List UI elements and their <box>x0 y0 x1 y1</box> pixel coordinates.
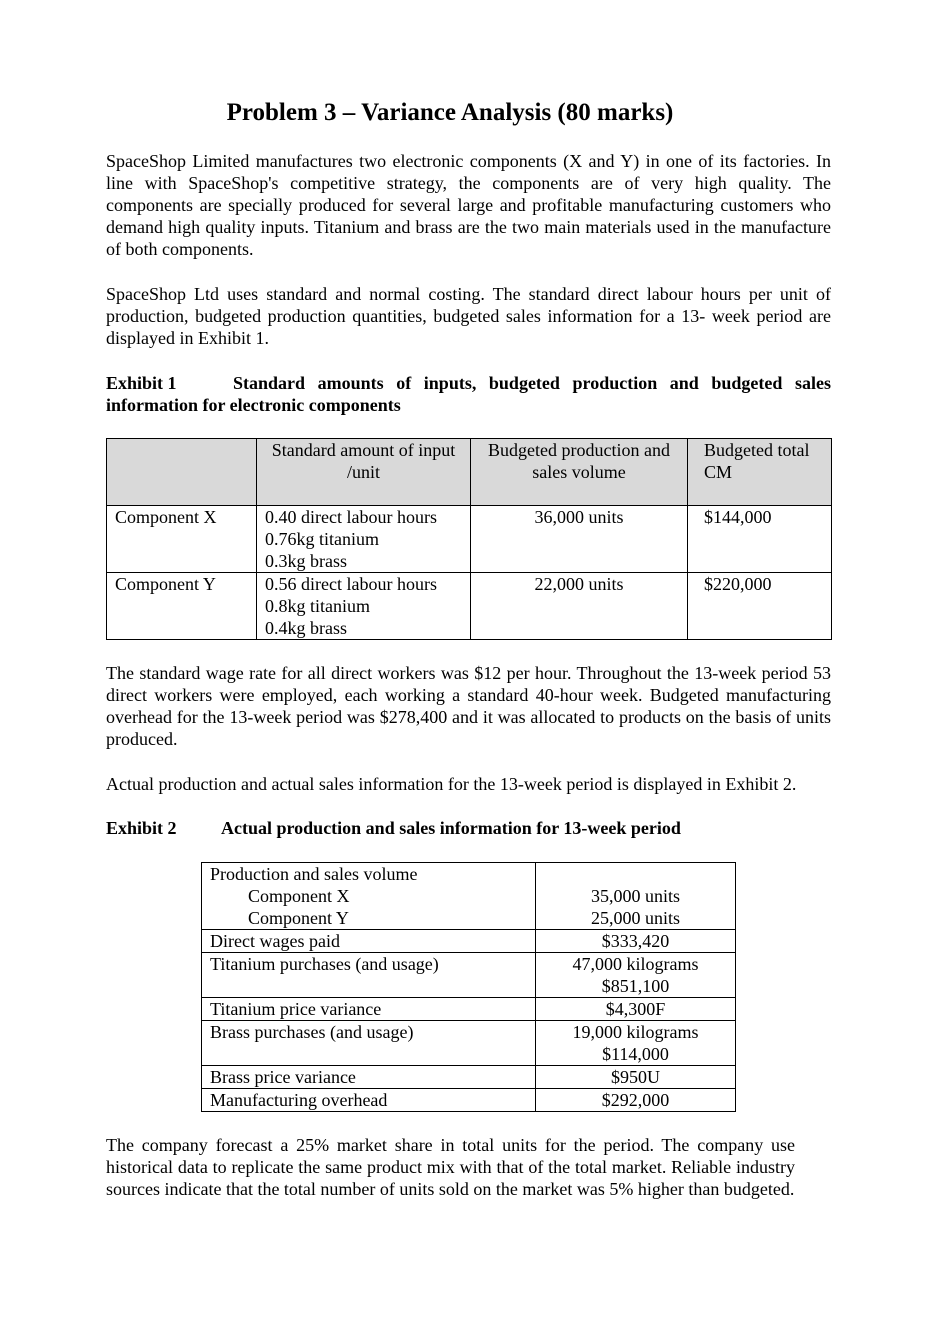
table-row <box>202 930 736 953</box>
label-cell <box>202 863 536 930</box>
value-cell: $4,300F <box>536 998 736 1021</box>
table-row <box>202 863 736 930</box>
table-row <box>202 1089 736 1112</box>
input-item: 0.56 direct labour hours <box>265 574 437 594</box>
header-cell: Budgeted production and sales volume <box>471 439 688 506</box>
cm-cell: $220,000 <box>688 573 832 640</box>
actual-paragraph: Actual production and actual sales information for the 13-week period is displayed in Exhibit 2. <box>106 774 797 794</box>
exhibit2-heading <box>106 817 831 839</box>
value-line: 19,000 kilograms <box>572 1022 699 1042</box>
exhibit2-title: Actual production and sales information for 13-week period <box>221 818 681 838</box>
cm-cell: $144,000 <box>688 506 832 573</box>
input-item: 0.76kg titanium <box>265 529 379 549</box>
exhibit1-label: Exhibit 1 <box>106 373 177 393</box>
component-y-label: Component Y <box>248 908 349 928</box>
header-cell: Standard amount of input /unit <box>257 439 471 506</box>
table-header-row <box>107 439 832 506</box>
input-item: 0.3kg brass <box>265 551 347 571</box>
table-row <box>202 953 736 998</box>
table-row <box>202 1021 736 1066</box>
exhibit2-label: Exhibit 2 <box>106 818 177 838</box>
value-line: 47,000 kilograms <box>572 954 699 974</box>
label-cell: Manufacturing overhead <box>202 1089 536 1112</box>
table-row <box>202 1066 736 1089</box>
component-x-value: 35,000 units <box>590 886 680 906</box>
table-row <box>107 573 832 640</box>
value-cell <box>536 863 736 930</box>
table-row <box>202 998 736 1021</box>
table-row <box>107 506 832 573</box>
label-cell: Brass purchases (and usage) <box>202 1021 536 1066</box>
header-cell <box>107 439 257 506</box>
component-x-label: Component X <box>248 886 350 906</box>
value-cell <box>536 1021 736 1066</box>
wage-paragraph: The standard wage rate for all direct workers was $12 per hour. Throughout the 13-week period 53 direct workers were employed, each working a standard 40-hour week. Budgeted manufacturing overhead for the 13-week period was $278,400 and it was allocated to products on the basis of units produced. <box>106 663 831 749</box>
volume-cell: 36,000 units <box>471 506 688 573</box>
volume-label: Production and sales volume <box>210 864 418 884</box>
value-line: $114,000 <box>602 1044 669 1064</box>
page-title: Problem 3 – Variance Analysis (80 marks) <box>226 99 674 126</box>
input-cell <box>257 573 471 640</box>
input-item: 0.40 direct labour hours <box>265 507 437 527</box>
label-cell: Direct wages paid <box>202 930 536 953</box>
exhibit1-heading <box>106 372 831 416</box>
market-paragraph: The company forecast a 25% market share in total units for the period. The company use historical data to replicate the same product mix with that of the total market. Reliable industry sources indicate that the total number of units sold on the market was 5% higher than budgeted. <box>106 1135 795 1199</box>
input-cell <box>257 506 471 573</box>
value-cell: $950U <box>536 1066 736 1089</box>
component-name: Component X <box>107 506 257 573</box>
exhibit1-table <box>106 438 832 640</box>
input-item: 0.4kg brass <box>265 618 347 638</box>
component-name: Component Y <box>107 573 257 640</box>
exhibit1-title: Standard amounts of inputs, budgeted production and budgeted sales information for electronic components <box>106 373 831 415</box>
value-cell: $333,420 <box>536 930 736 953</box>
exhibit2-table <box>201 862 736 1112</box>
value-line: $851,100 <box>601 976 670 996</box>
component-y-value: 25,000 units <box>590 908 680 928</box>
value-cell: $292,000 <box>536 1089 736 1112</box>
volume-cell: 22,000 units <box>471 573 688 640</box>
value-cell <box>536 953 736 998</box>
label-cell: Brass price variance <box>202 1066 536 1089</box>
label-cell: Titanium price variance <box>202 998 536 1021</box>
label-cell: Titanium purchases (and usage) <box>202 953 536 998</box>
input-item: 0.8kg titanium <box>265 596 370 616</box>
header-cell: Budgeted total CM <box>688 439 832 506</box>
costing-paragraph: SpaceShop Ltd uses standard and normal costing. The standard direct labour hours per unit of production, budgeted production quantities, budgeted sales information for a 13- week period are displayed in Exhibit 1. <box>106 284 831 348</box>
intro-paragraph: SpaceShop Limited manufactures two electronic components (X and Y) in one of its factories. In line with SpaceShop's competitive strategy, the components are of very high quality. The components are specially produced for several large and profitable manufacturing customers who demand high quality inputs. Titanium and brass are the two main materials used in the manufacture of both components. <box>106 151 831 259</box>
